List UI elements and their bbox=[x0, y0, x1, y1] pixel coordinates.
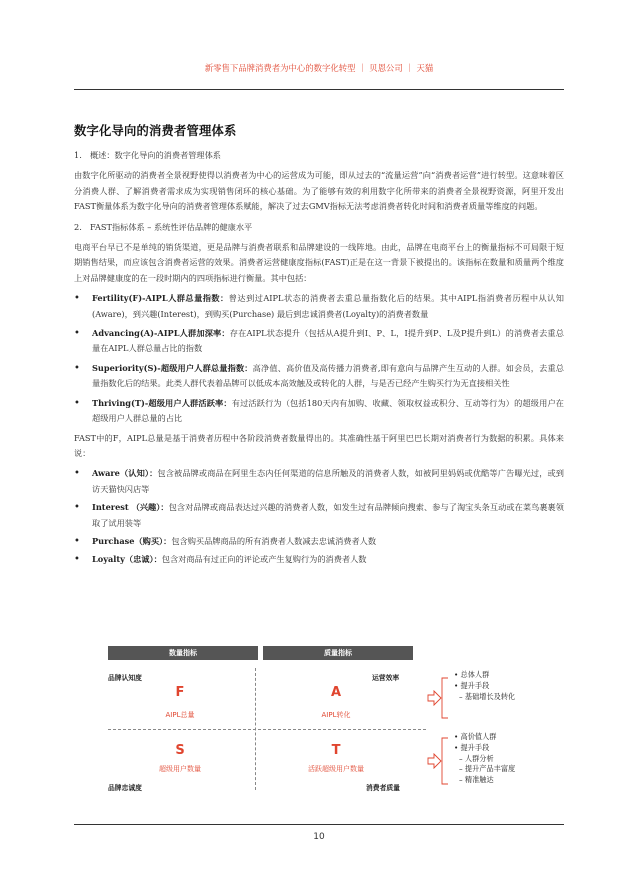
operational-efficiency-label: 运营效率 bbox=[372, 674, 400, 682]
quadrant-letter-f: F bbox=[175, 685, 185, 700]
quality-header: 质量指标 bbox=[263, 646, 413, 660]
fast-list bbox=[74, 291, 564, 426]
fast-term: Fertility(F)-AIPL人群总量指数： bbox=[92, 293, 229, 304]
consumer-quality-label: 消费者质量 bbox=[366, 784, 400, 792]
list-item bbox=[74, 396, 564, 427]
quadrant-sub-s: 超级用户数量 bbox=[159, 765, 201, 773]
note-line: – 人群分析 bbox=[459, 753, 494, 763]
section-2-paragraph: 电商平台早已不是单纯的销货渠道，更是品牌与消费者联系和品牌建设的一线阵地。由此，品牌在电商平台上的衡量指标不可局限于短期销售结果，而应该包含消费者运营的效果。消费者运营健康度指标(FAST)正是在这一背景下被提出的。该指标在数量和质量两个维度上对品牌健康度的在一段时期内的四项指标进行衡量。其中包括： bbox=[74, 242, 564, 283]
list-item bbox=[74, 326, 564, 357]
top-notes bbox=[454, 670, 515, 702]
bracket-arrows-icon bbox=[426, 668, 456, 793]
fast-text: 曾达到过AIPL状态的消费者去重总量指数化后的结果。其中AIPL指消费者历程中从认知(Aware)，到兴趣(Interest)，到购买(Purchase) 最后到忠诚消费者(Loyalty)的消费者数量 bbox=[92, 293, 564, 319]
aipl-term: Purchase（购买）： bbox=[92, 535, 172, 546]
list-item bbox=[74, 500, 564, 531]
aipl-term: Interest （兴趣）： bbox=[92, 502, 169, 513]
aipl-text: 包含对品牌或商品表达过兴趣的消费者人数，如发生过有品牌倾向搜索、参与了淘宝头条互动或在菜鸟裹裹领取了试用装等 bbox=[92, 502, 564, 528]
list-item bbox=[74, 361, 564, 392]
quadrant-letter-s: S bbox=[175, 743, 185, 758]
fast-term: Advancing(A)-AIPL人群加深率： bbox=[92, 328, 230, 339]
fast-text: 高净值、高价值及高传播力消费者,即有意向与品牌产生互动的人群。如会员，去重总量指数化后的结果。此类人群代表着品牌可以低成本高效触及或转化的人群，与是否已经产生购买行为无直接相关性 bbox=[92, 362, 564, 389]
header-divider bbox=[74, 89, 564, 90]
quantity-header: 数量指标 bbox=[108, 646, 258, 660]
brand-awareness-label: 品牌认知度 bbox=[108, 674, 142, 682]
fast-text: 存在AIPL状态提升（包括从A提升到I、P、L，I提升到P、L及P提升到L）的消费者去重总量在AIPL人群总量占比的指数 bbox=[92, 328, 564, 354]
aipl-term: Aware（认知）： bbox=[92, 468, 158, 479]
section-1-heading: 1. 概述：数字化导向的消费者管理体系 bbox=[74, 150, 221, 160]
note-line: – 提升产品丰富度 bbox=[459, 764, 516, 774]
aipl-text: 包含购买品牌商品的所有消费者人数减去忠诚消费者人数 bbox=[171, 535, 377, 546]
note-line: • 高价值人群 bbox=[454, 732, 497, 741]
quadrant-letter-a: A bbox=[330, 685, 342, 700]
aipl-term: Loyalty（忠诚）： bbox=[92, 554, 162, 565]
aipl-text: 包含对商品有过正向的评论或产生复购行为的消费者人数 bbox=[161, 554, 367, 565]
section-2-heading: 2. FAST指标体系 – 系统性评估品牌的健康水平 bbox=[74, 221, 253, 232]
note-line: – 基础增长及转化 bbox=[459, 691, 516, 701]
quadrant-sub-f: AIPL总量 bbox=[165, 711, 195, 719]
fast-term: Superiority(S)-超级用户人群总量指数： bbox=[92, 362, 253, 373]
quadrant-sub-a: AIPL转化 bbox=[321, 711, 351, 719]
note-line: • 总体人群 bbox=[454, 670, 490, 679]
quadrant-sub-t: 活跃超级用户数量 bbox=[308, 765, 364, 773]
fast-matrix-diagram bbox=[74, 640, 564, 800]
note-line: • 提升手段 bbox=[454, 742, 490, 752]
page-header: 新零售下品牌消费者为中心的数字化转型 ｜ 贝恩公司 ｜ 天猫 bbox=[204, 63, 434, 73]
matrix-horizontal-divider bbox=[108, 729, 426, 730]
list-item bbox=[74, 534, 564, 549]
list-item bbox=[74, 552, 564, 567]
aipl-text: 包含被品牌或商品在阿里生态内任何渠道的信息所触及的消费者人数，如被阿里妈妈或优酷等广告曝光过，或到访天猫快闪店等 bbox=[92, 468, 564, 494]
page-number: 10 bbox=[313, 832, 325, 842]
list-item bbox=[74, 291, 564, 322]
main-content bbox=[74, 148, 564, 571]
footer-divider bbox=[74, 824, 564, 825]
brand-loyalty-label: 品牌忠诚度 bbox=[108, 784, 142, 792]
page-title: 数字化导向的消费者管理体系 bbox=[74, 124, 237, 138]
aipl-intro: FAST中的F，AIPL总量是基于消费者历程中各阶段消费者数量得出的。其准确性基于阿里巴巴长期对消费者行为数据的积累。具体来说： bbox=[74, 432, 564, 458]
section-1-paragraph: 由数字化所驱动的消费者全景视野使得以消费者为中心的运营成为可能，即从过去的“流量运营”向“消费者运营”进行转型。这意味着区分消费人群、了解消费者需求成为实现销售闭环的核心基础。为了能够有效的利用数字化所带来的消费者全景视野资源，阿里开发出FAST衡量体系为数字化导向的消费者管理体系赋能，解决了过去GMV指标无法考虑消费者转化时间和消费者质量等维度的问题。 bbox=[74, 170, 564, 212]
fast-text: 有过活跃行为（包括180天内有加购、收藏、领取权益或积分、互动等行为）的超级用户在超级用户人群总量的占比 bbox=[92, 397, 564, 424]
list-item bbox=[74, 466, 564, 497]
fast-term: Thriving(T)-超级用户人群活跃率： bbox=[92, 397, 232, 408]
note-line: • 提升手段 bbox=[454, 680, 490, 690]
note-line: – 精准触达 bbox=[459, 775, 494, 785]
bottom-notes bbox=[454, 732, 515, 786]
aipl-list bbox=[74, 466, 564, 567]
quadrant-letter-t: T bbox=[331, 743, 341, 758]
